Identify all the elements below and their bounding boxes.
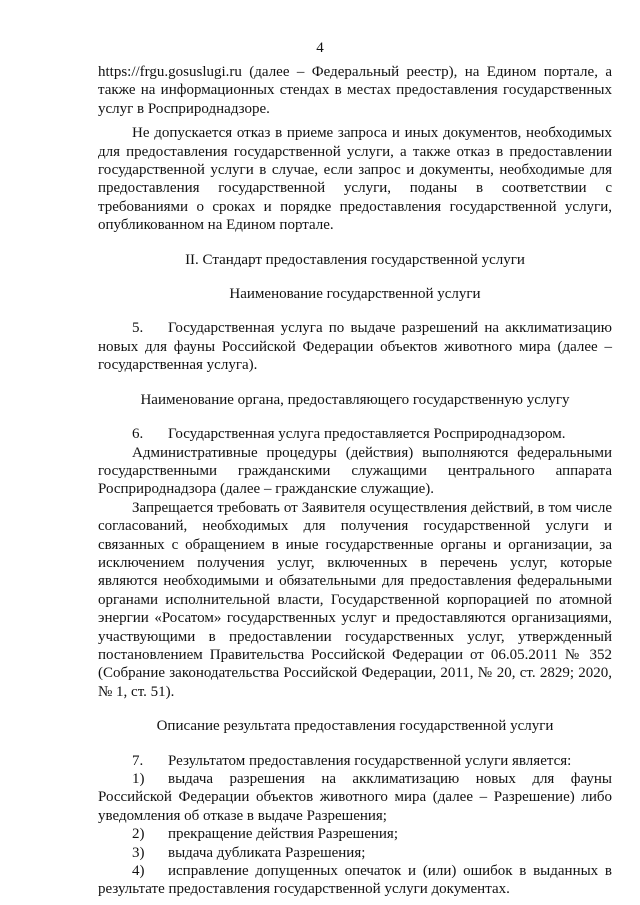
paragraph-7 <box>98 752 612 770</box>
paragraph-7-text: Результатом предоставления государственной услуги является: <box>168 752 572 769</box>
page-number: 4 <box>316 40 324 56</box>
prohibited-paragraph: Запрещается требовать от Заявителя осуществления действий, в том числе согласований, необходимых для получения государственной услуги и связанных с обращением в иные государственные органы и организации, за исключением получения услуг, включенных в перечень услуг, которые являются необходимыми и обязательными для предоставления федеральными органами исполнительной власти, Государственной корпорацией по атомной энергии «Росатом» государственных услуг и предоставляются организациями, участвующими в предоставлении государственных услуг, утвержденный постановлением Правительства Российской Федерации от 06.05.2011 № 352 (Собрание законодательства Российской Федерации, 2011, № 20, ст. 2829; 2020, № 1, ст. 51). <box>98 499 612 700</box>
paragraph-5 <box>98 319 612 374</box>
result-item-4-text: исправление допущенных опечаток и (или) ошибок в выданных в результате предоставления государственной услуги документах. <box>98 863 612 898</box>
intro-paragraph: https://frgu.gosuslugi.ru (далее – Федеральный реестр), на Едином портале, а также на информационных стендах в местах предоставления государственных услуг в Росприроднадзоре. <box>98 64 612 117</box>
paragraph-6-text: Государственная услуга предоставляется Росприроднадзором. <box>168 426 566 443</box>
admin-procedures-paragraph: Административные процедуры (действия) выполняются федеральными государственными гражданскими служащими центрального аппарата Росприроднадзора (далее – гражданские служащие). <box>98 444 612 498</box>
result-item-1-text: выдача разрешения на акклиматизацию новых для фауны Российской Федерации объектов животного мира (далее – Разрешение) либо уведомления об отказе в выдаче Разрешения; <box>98 771 612 824</box>
result-item-1 <box>98 770 612 825</box>
paragraph-6-number: 6. <box>132 426 144 443</box>
service-name-heading: Наименование государственной услуги <box>229 286 481 303</box>
result-item-2-text: прекращение действия Разрешения; <box>168 826 399 843</box>
result-description-heading: Описание результата предоставления государственной услуги <box>156 718 554 735</box>
document-body <box>98 63 612 899</box>
result-item-3 <box>98 844 612 862</box>
paragraph-7-number: 7. <box>132 752 144 769</box>
paragraph-5-number: 5. <box>132 320 144 337</box>
organ-name-heading: Наименование органа, предоставляющего государственную услугу <box>140 391 570 408</box>
no-refusal-paragraph: Не допускается отказ в приеме запроса и иных документов, необходимых для предоставления государственной услуги, а также отказ в предоставлении государственной услуги в случае, если запрос и документы, необходимые для предоставления государственной услуги, поданы в соответствии с требованиями о сроках и порядке предоставления государственной услуги, опубликованном на Едином портале. <box>98 125 612 234</box>
result-item-2-number: 2) <box>132 826 145 843</box>
result-item-3-text: выдача дубликата Разрешения; <box>168 844 366 861</box>
result-item-3-number: 3) <box>132 844 145 861</box>
result-item-2 <box>98 825 612 843</box>
result-item-1-number: 1) <box>132 771 145 787</box>
section-2-heading: II. Стандарт предоставления государственной услуги <box>185 251 525 268</box>
result-item-4 <box>98 862 612 899</box>
paragraph-5-text: Государственная услуга по выдаче разрешений на акклиматизацию новых для фауны Российской Федерации объектов животного мира (далее – государственная услуга). <box>98 320 612 374</box>
result-item-4-number: 4) <box>132 863 145 880</box>
paragraph-6 <box>98 425 612 443</box>
